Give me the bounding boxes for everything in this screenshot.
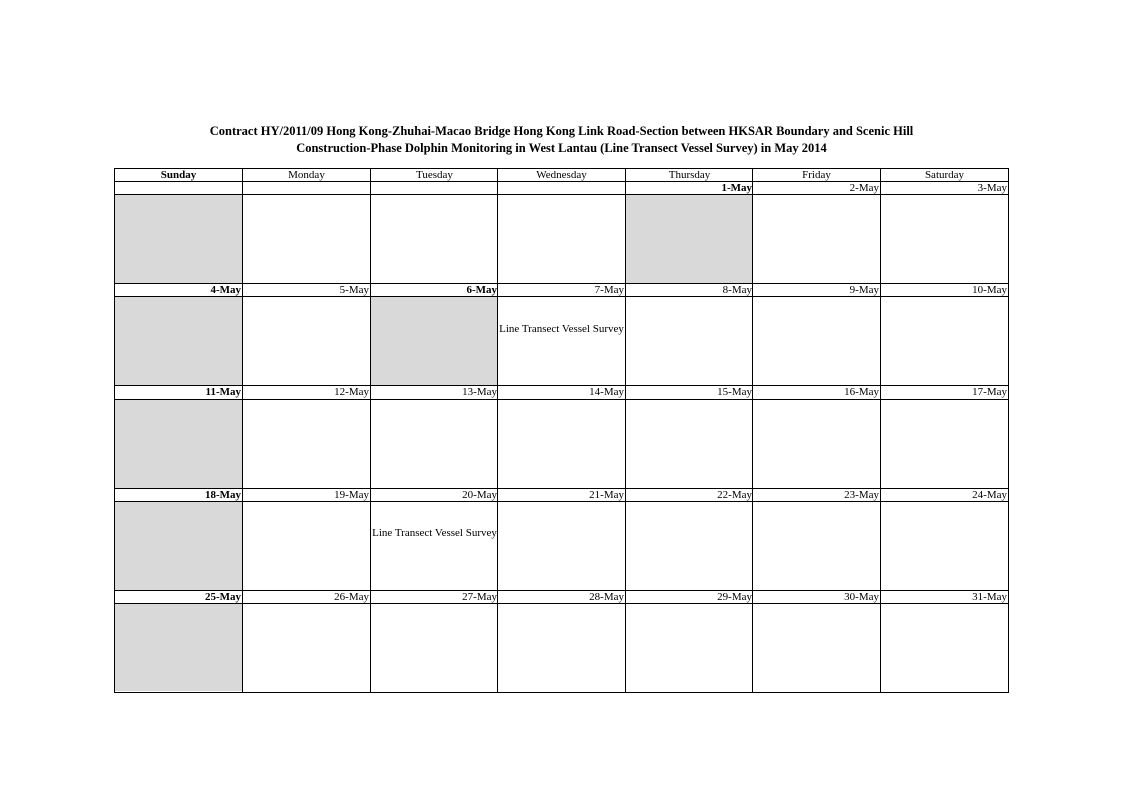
holiday-shading xyxy=(115,604,242,691)
date-label: 9-May xyxy=(849,284,879,296)
holiday-shading xyxy=(115,502,242,590)
column-divider xyxy=(370,169,371,692)
date-label: 15-May xyxy=(717,386,752,398)
date-label: 22-May xyxy=(717,489,752,501)
day-header-monday: Monday xyxy=(288,169,325,181)
day-header-sunday: Sunday xyxy=(160,169,197,181)
date-label: 14-May xyxy=(589,386,624,398)
date-label: 13-May xyxy=(462,386,497,398)
row-divider xyxy=(115,399,1008,400)
survey-event: Line Transect Vessel Survey xyxy=(499,323,624,335)
date-label: 24-May xyxy=(972,489,1007,501)
date-label: 17-May xyxy=(972,386,1007,398)
holiday-shading xyxy=(115,297,242,385)
date-label xyxy=(115,182,242,194)
date-label xyxy=(371,182,498,194)
calendar-grid xyxy=(114,168,1009,693)
day-header-wednesday: Wednesday xyxy=(536,169,587,181)
row-divider xyxy=(115,603,1008,604)
date-label xyxy=(243,182,370,194)
date-label: 1-May xyxy=(721,182,752,194)
row-divider xyxy=(115,194,1008,195)
date-label: 28-May xyxy=(589,591,624,603)
date-label: 20-May xyxy=(462,489,497,501)
date-label: 19-May xyxy=(334,489,369,501)
date-label: 8-May xyxy=(722,284,752,296)
date-label: 3-May xyxy=(977,182,1007,194)
date-label: 2-May xyxy=(849,182,879,194)
holiday-shading xyxy=(115,195,242,283)
day-header-saturday: Saturday xyxy=(924,169,965,181)
date-label: 10-May xyxy=(972,284,1007,296)
date-label: 7-May xyxy=(594,284,624,296)
column-divider xyxy=(880,169,881,692)
date-label: 25-May xyxy=(204,591,241,603)
title-line-2: Construction-Phase Dolphin Monitoring in West Lantau (Line Transect Vessel Survey) in May 2014 xyxy=(296,141,827,155)
column-divider xyxy=(497,169,498,692)
row-divider xyxy=(115,296,1008,297)
date-label: 29-May xyxy=(717,591,752,603)
day-header-friday: Friday xyxy=(802,169,831,181)
date-label: 31-May xyxy=(972,591,1007,603)
date-label: 21-May xyxy=(589,489,624,501)
column-divider xyxy=(242,169,243,692)
date-label: 12-May xyxy=(334,386,369,398)
date-label: 23-May xyxy=(844,489,879,501)
date-label: 11-May xyxy=(205,386,241,398)
date-label: 6-May xyxy=(466,284,497,296)
row-divider xyxy=(115,501,1008,502)
date-label: 30-May xyxy=(844,591,879,603)
date-label: 26-May xyxy=(334,591,369,603)
title-line-1: Contract HY/2011/09 Hong Kong-Zhuhai-Macao Bridge Hong Kong Link Road-Section between HKSAR Boundary and Scenic Hill xyxy=(209,124,914,138)
day-header-tuesday: Tuesday xyxy=(416,169,453,181)
holiday-shading xyxy=(115,400,242,488)
column-divider xyxy=(752,169,753,692)
survey-event: Line Transect Vessel Survey xyxy=(372,527,497,539)
day-header-thursday: Thursday xyxy=(668,169,711,181)
date-label: 27-May xyxy=(462,591,497,603)
holiday-shading xyxy=(626,195,752,283)
date-label: 4-May xyxy=(210,284,241,296)
date-label xyxy=(498,182,625,194)
date-label: 5-May xyxy=(339,284,369,296)
holiday-shading xyxy=(371,297,497,385)
date-label: 18-May xyxy=(204,489,241,501)
date-label: 16-May xyxy=(844,386,879,398)
